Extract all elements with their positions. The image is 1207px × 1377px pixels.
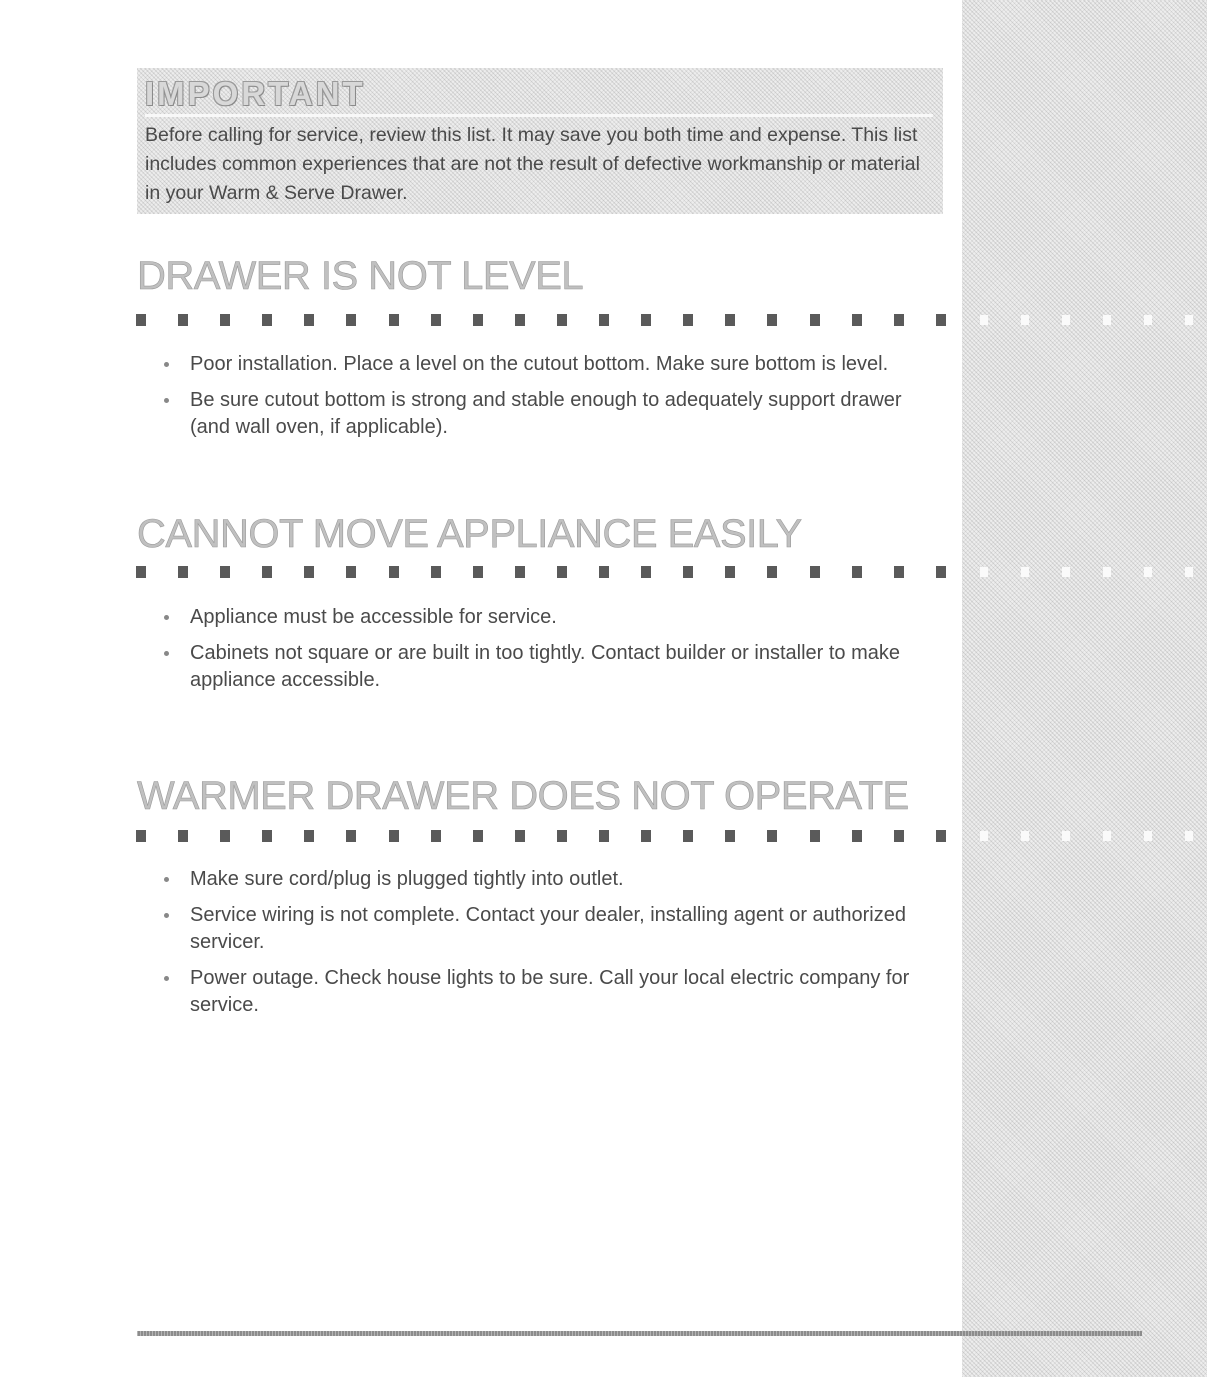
section-heading-cannot-move-appliance: CANNOT MOVE APPLIANCE EASILY: [137, 512, 802, 556]
list-item: Power outage. Check house lights to be sure. Call your local electric company for service.: [160, 965, 920, 1019]
list-item: Be sure cutout bottom is strong and stable enough to adequately support drawer (and wall oven, if applicable).: [160, 387, 920, 441]
bullet-icon: [164, 877, 169, 882]
list-item: Service wiring is not complete. Contact your dealer, installing agent or authorized servicer.: [160, 902, 920, 956]
list-item: Cabinets not square or are built in too tightly. Contact builder or installer to make appliance accessible.: [160, 640, 920, 694]
section-divider: [136, 566, 946, 578]
side-divider: [970, 314, 1207, 326]
section-heading-drawer-not-level: DRAWER IS NOT LEVEL: [137, 254, 584, 298]
side-divider: [970, 830, 1207, 842]
issue-list-drawer-not-level: [160, 351, 920, 450]
important-title: IMPORTANT: [145, 74, 933, 117]
bullet-icon: [164, 913, 169, 918]
bullet-icon: [164, 976, 169, 981]
side-divider: [970, 566, 1207, 578]
bullet-icon: [164, 398, 169, 403]
section-heading-drawer-not-operate: WARMER DRAWER DOES NOT OPERATE: [137, 774, 909, 818]
bottom-rule: [137, 1331, 1142, 1336]
bullet-icon: [164, 615, 169, 620]
issue-list-drawer-not-operate: [160, 866, 920, 1028]
important-notice: [137, 68, 943, 214]
section-divider: [136, 830, 946, 842]
issue-list-cannot-move-appliance: [160, 604, 920, 703]
list-item: Poor installation. Place a level on the cutout bottom. Make sure bottom is level.: [160, 351, 920, 378]
section-divider: [136, 314, 946, 326]
important-text: Before calling for service, review this list. It may save you both time and expense. This list includes common experiences that are not the result of defective workmanship or material in your Warm & Serve Drawer.: [145, 124, 920, 204]
bullet-icon: [164, 651, 169, 656]
side-panel: [962, 0, 1207, 1377]
list-item: Appliance must be accessible for service.: [160, 604, 920, 631]
bullet-icon: [164, 362, 169, 367]
list-item: Make sure cord/plug is plugged tightly into outlet.: [160, 866, 920, 893]
